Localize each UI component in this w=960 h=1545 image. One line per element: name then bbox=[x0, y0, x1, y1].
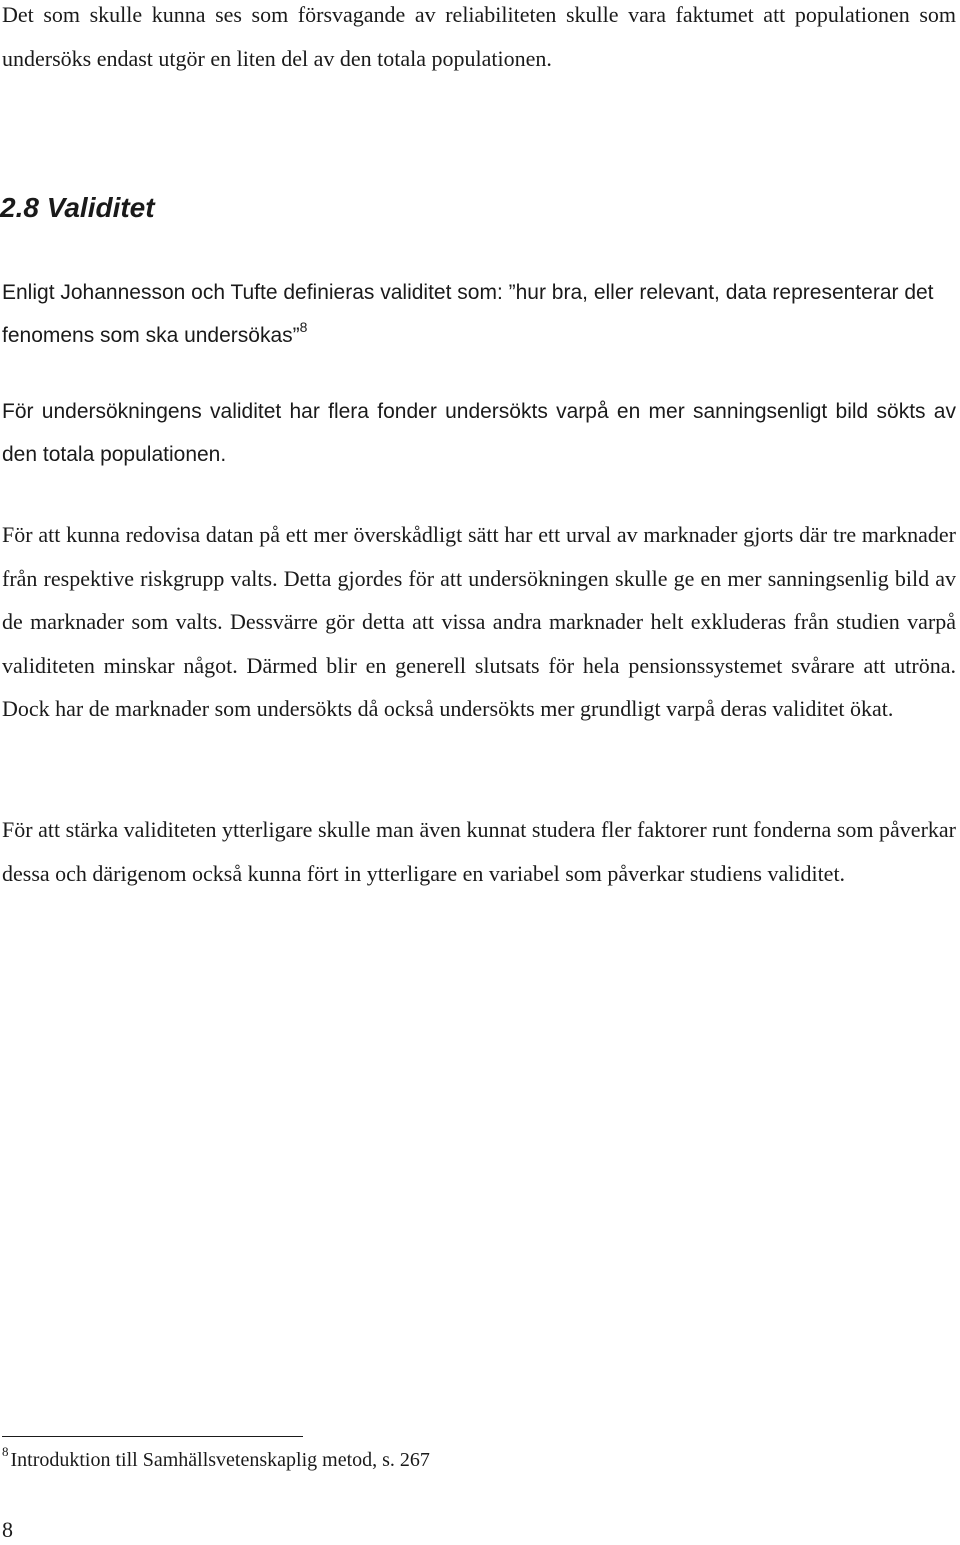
footnote-reference[interactable]: 8 bbox=[299, 319, 308, 335]
intro-paragraph: Det som skulle kunna ses som försvagande av reliabiliteten skulle vara faktumet att populationen som undersöks endast utgör en liten del av den totala populationen. bbox=[2, 2, 956, 71]
footnote-text: Introduktion till Samhällsvetenskaplig metod, s. 267 bbox=[10, 1449, 430, 1471]
page-number: 8 bbox=[2, 1517, 13, 1542]
section-heading: 2.8 Validitet bbox=[0, 192, 155, 223]
footnote-number: 8 bbox=[2, 1444, 9, 1459]
footnote bbox=[2, 1445, 430, 1475]
definition-paragraph bbox=[2, 271, 956, 357]
strengthen-paragraph: För att stärka validiteten ytterligare skulle man även kunnat studera fler faktorer runt fonderna som påverkar dessa och därigenom också kunna fört in ytterligare en variabel som påverkar studiens validitet. bbox=[2, 817, 956, 886]
footnote-divider bbox=[2, 1436, 303, 1437]
sources-paragraph: För undersökningens validitet har flera fonder undersökts varpå en mer sanningsenligt bild sökts av den totala populationen. bbox=[2, 400, 956, 466]
selection-paragraph: För att kunna redovisa datan på ett mer överskådligt sätt har ett urval av marknader gjorts där tre marknader från respektive riskgrupp valts. Detta gjordes för att undersökningen skulle ge en mer sanningsenlig bild av de marknader som valts. Dessvärre gör detta att vissa andra marknader helt exkluderas från studien varpå validiteten minskar något. Därmed blir en generell slutsats för hela pensionssystemet svårare att utröna. Dock har de marknader som undersökts då också undersökts mer grundligt varpå deras validitet ökat. bbox=[2, 522, 956, 721]
definition-text: Enligt Johannesson och Tufte definieras validitet som: ”hur bra, eller relevant, data representerar det fenomens som ska undersökas” bbox=[2, 281, 934, 347]
